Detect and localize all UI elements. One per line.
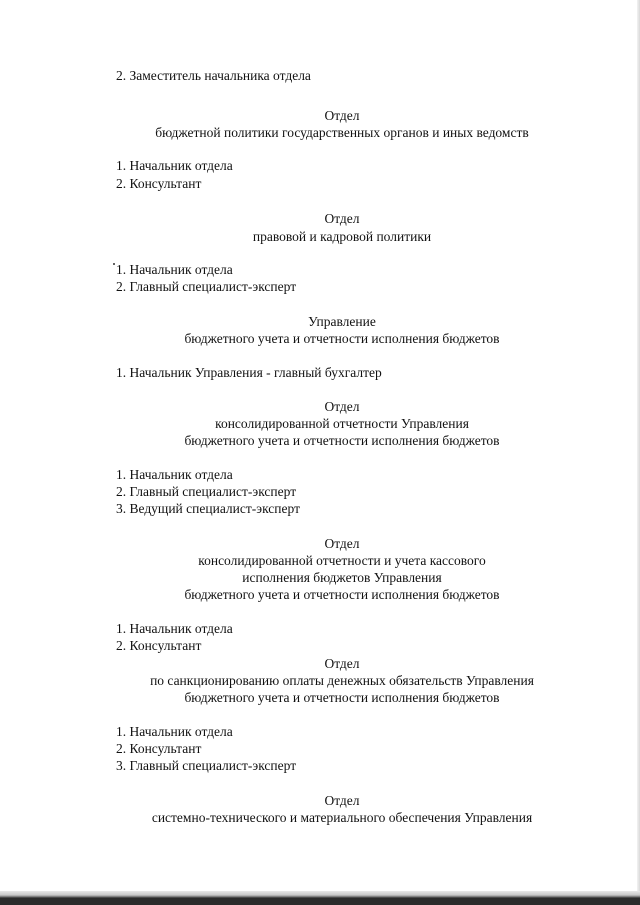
list-item: 1. Начальник отдела [116, 467, 233, 482]
section-subheading: бюджетного учета и отчетности исполнения бюджетов [184, 587, 500, 602]
list-item: 1. Начальник отдела [116, 621, 233, 636]
list-item: 1. Начальник Управления - главный бухгалтер [116, 365, 382, 380]
list-item: 2. Консультант [116, 176, 202, 191]
section-heading: Управление [308, 314, 376, 329]
list-item: 2. Заместитель начальника отдела [116, 68, 311, 83]
list-item: 2. Консультант [116, 638, 202, 653]
section-subheading: исполнения бюджетов Управления [242, 570, 442, 585]
section-subheading: бюджетного учета и отчетности исполнения бюджетов [184, 690, 500, 705]
section-subheading: по санкционированию оплаты денежных обязательств Управления [150, 673, 534, 688]
section-heading: Отдел [324, 108, 360, 123]
section-heading: Отдел [324, 656, 360, 671]
list-item: 2. Главный специалист-эксперт [116, 484, 297, 499]
section-subheading: бюджетной политики государственных органов и иных ведомств [155, 125, 529, 140]
section-heading: Отдел [324, 399, 360, 414]
section-subheading: консолидированной отчетности и учета кассового [198, 553, 486, 568]
list-item: 1. Начальник отдела [116, 724, 233, 739]
list-item: 2. Консультант [116, 741, 202, 756]
section-heading: Отдел [324, 793, 360, 808]
scan-edge-bottom [0, 891, 640, 905]
section-heading: Отдел [324, 536, 360, 551]
list-item: 1. Начальник отдела [116, 262, 233, 277]
section-subheading: консолидированной отчетности Управления [215, 416, 469, 431]
section-subheading: бюджетного учета и отчетности исполнения бюджетов [184, 331, 500, 346]
list-item: 3. Ведущий специалист-эксперт [116, 501, 300, 516]
section-subheading: бюджетного учета и отчетности исполнения бюджетов [184, 433, 500, 448]
list-item: 3. Главный специалист-эксперт [116, 758, 297, 773]
section-heading: Отдел [324, 211, 360, 226]
scan-speck [113, 263, 115, 265]
list-item: 2. Главный специалист-эксперт [116, 279, 297, 294]
section-subheading: правовой и кадровой политики [252, 229, 432, 244]
list-item: 1. Начальник отдела [116, 158, 233, 173]
section-subheading: системно-технического и материального обеспечения Управления [151, 810, 533, 825]
